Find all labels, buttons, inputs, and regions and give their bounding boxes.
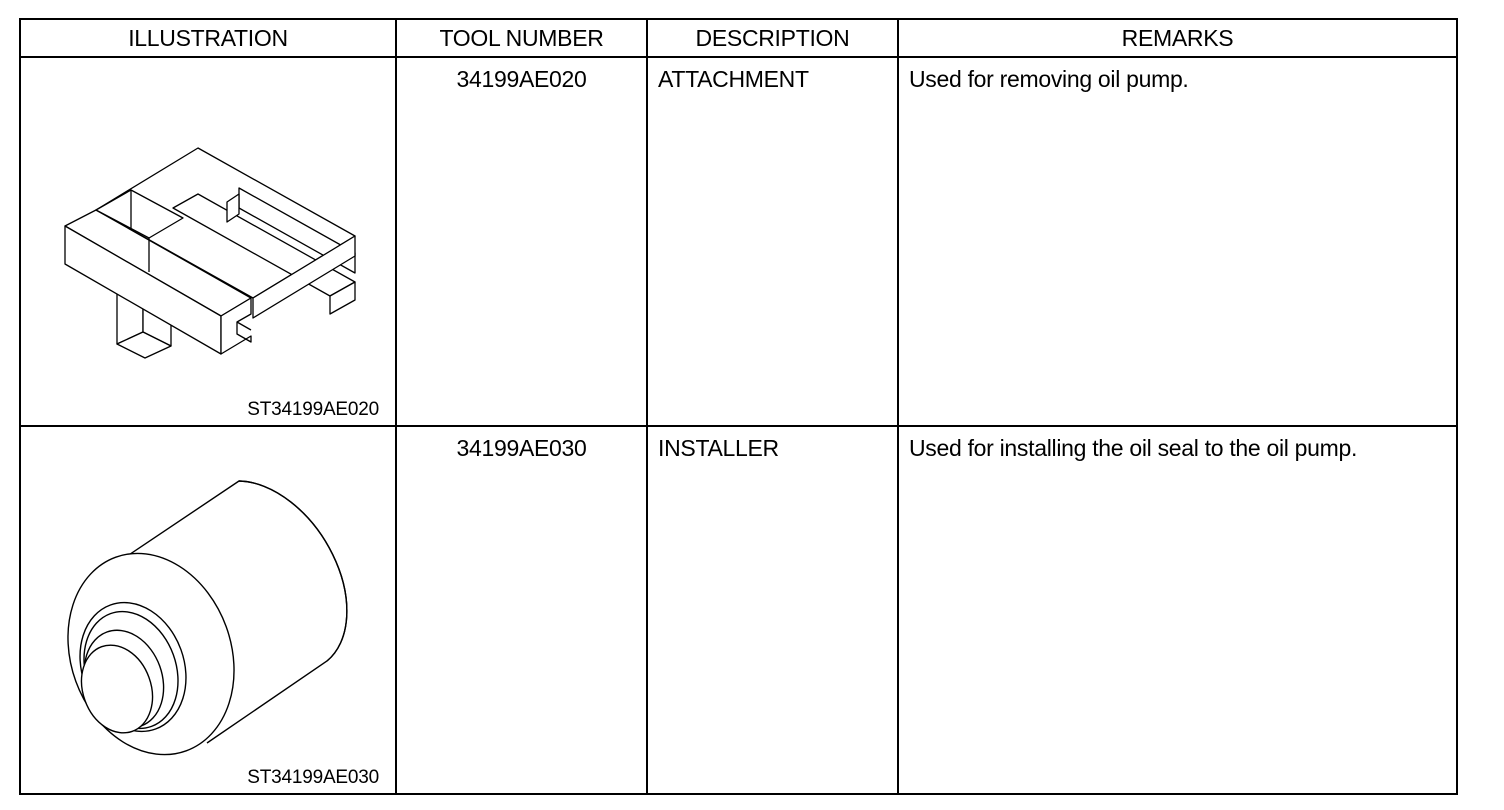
header-row	[20, 19, 1457, 57]
remarks-cell: Used for installing the oil seal to the oil pump.	[898, 426, 1457, 795]
u-shaped-attachment-icon	[21, 58, 397, 424]
cylindrical-installer-icon	[21, 427, 397, 793]
illustration-cell	[20, 57, 396, 426]
description-cell: ATTACHMENT	[647, 57, 898, 426]
header-illustration: ILLUSTRATION	[20, 19, 396, 57]
tool-number-cell: 34199AE030	[396, 426, 647, 795]
header-tool-number: TOOL NUMBER	[396, 19, 647, 57]
illustration-cell	[20, 426, 396, 795]
special-tools-table	[19, 18, 1458, 795]
header-description: DESCRIPTION	[647, 19, 898, 57]
table-row	[20, 426, 1457, 795]
illustration-label: ST34199AE030	[247, 767, 379, 788]
header-remarks: REMARKS	[898, 19, 1457, 57]
description-cell: INSTALLER	[647, 426, 898, 795]
table-row	[20, 57, 1457, 426]
illustration-label: ST34199AE020	[247, 398, 379, 420]
remarks-cell: Used for removing oil pump.	[898, 57, 1457, 426]
tool-number-cell: 34199AE020	[396, 57, 647, 426]
